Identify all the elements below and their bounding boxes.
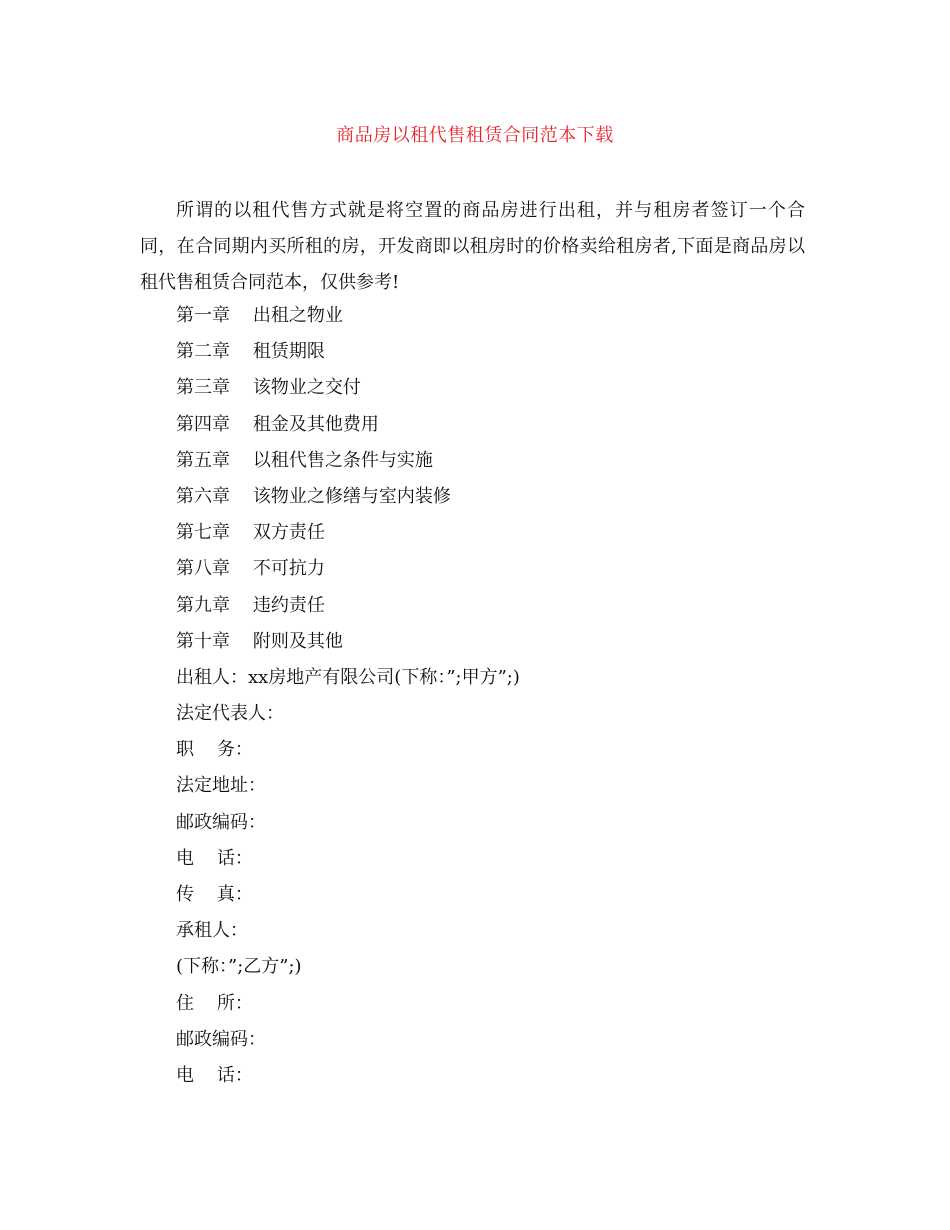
contract-lines	[176, 298, 520, 1094]
chapter-5: 第五章 以租代售之条件与实施	[176, 449, 433, 471]
lessee-postal-code-line: 邮政编码：	[176, 1028, 266, 1050]
postal-code-line: 邮政编码：	[176, 811, 266, 833]
lessee-phone-line: 电 话：	[176, 1064, 253, 1086]
legal-address-line: 法定地址：	[176, 775, 266, 797]
fax-line: 传 真：	[176, 884, 253, 905]
chapter-7: 第七章 双方责任	[176, 522, 325, 544]
chapter-9: 第九章 违约责任	[176, 594, 325, 616]
document-title: 商品房以租代售租赁合同范本下载	[336, 125, 614, 146]
chapter-1: 第一章 出租之物业	[176, 305, 343, 326]
position-line: 职 务：	[176, 739, 253, 761]
chapter-4: 第四章 租金及其他费用	[176, 413, 379, 435]
chapter-6: 第六章 该物业之修缮与室内装修	[176, 485, 451, 507]
chapter-8: 第八章 不可抗力	[176, 558, 325, 580]
residence-line: 住 所：	[176, 992, 253, 1014]
legal-representative-line: 法定代表人：	[176, 703, 284, 725]
chapter-2: 第二章 租赁期限	[176, 341, 325, 363]
lessee-designation-line: (下称：”;乙方”;)	[176, 956, 302, 978]
chapter-10: 第十章 附则及其他	[176, 630, 343, 652]
phone-line: 电 话：	[176, 847, 253, 869]
lessor-line: 出租人：xx房地产有限公司(下称：”;甲方”;)	[176, 666, 520, 688]
lessee-line: 承租人：	[176, 920, 248, 942]
chapter-3: 第三章 该物业之交付	[176, 377, 361, 399]
intro-paragraph: 所谓的以租代售方式就是将空置的商品房进行出租，并与租房者签订一个合同，在合同期内买所租的房，开发商即以租房时的价格卖给租房者,下面是商品房以租代售租赁合同范本，仅供参考!	[140, 200, 805, 293]
